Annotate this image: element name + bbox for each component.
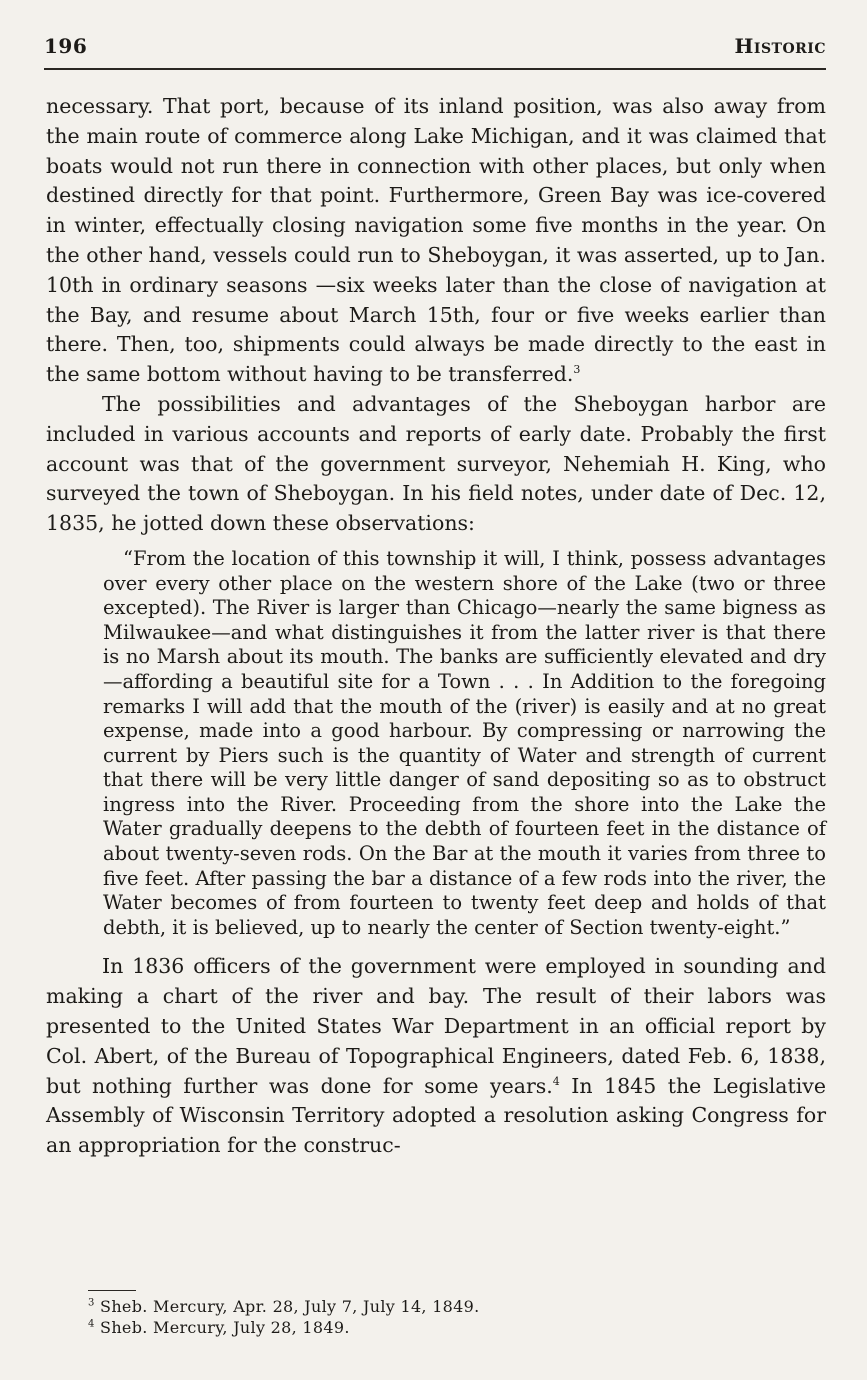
footnote-text: Sheb. Mercury, July 28, 1849. [94,1318,350,1337]
block-quote [103,547,826,941]
block-quote-text: “From the location of this township it will, I think, possess advantages over every other place on the western shore of the Lake (two or three excepted). The River is larger than Chicago—nearly the same bigness as Milwaukee—and what distinguishes it from the latter river is that there is no Marsh about its mouth. The banks are sufficiently elevated and dry—affording a beautiful site for a Town . . . In Addition to the foregoing remarks I will add that the mouth of the (river) is easily and at no great expense, made into a good harbour. By compressing or narrowing the current by Piers such is the quantity of Water and strength of current that there will be very little danger of sand depositing so as to obstruct ingress into the River. Proceeding from the shore into the Lake the Water gradually deepens to the debth of fourteen feet in the distance of about twenty-seven rods. On the Bar at the mouth it varies from three to five feet. After passing the bar a distance of a few rods into the river, the Water becomes of from fourteen to twenty feet deep and holds of that debth, it is believed, up to nearly the center of Section twenty-eight.” [103,546,826,939]
footnote-text: Sheb. Mercury, Apr. 28, July 7, July 14, 1849. [94,1297,480,1316]
paragraph-1 [46,92,826,390]
footnotes [88,1296,788,1338]
footnote-3 [88,1296,788,1317]
footnote-mark: 4 [88,1318,95,1330]
page-header [44,32,826,70]
paragraph-1-text: necessary. That port, because of its inland position, was also away from the main route of commerce along Lake Michigan, and it was claimed that boats would not run there in connection with other places, but only when destined directly for that point. Furthermore, Green Bay was ice-covered in winter, effectually closing navigation some five months in the year. On the other hand, vessels could run to Sheboygan, it was asserted, up to Jan. 10th in ordinary seasons —six weeks later than the close of navigation at the Bay, and resume about March 15th, four or five weeks earlier than there. Then, too, shipments could always be made directly to the east in the same bottom without having to be transferred. [46,94,826,387]
footnote-ref-3: 3 [573,363,581,377]
paragraph-3-text-a: In 1836 officers of the government were employed in sounding and making a chart of the river and bay. The result of their labors was presented to the United States War Department in an official report by Col. Abert, of the Bureau of Topographical Engineers, dated Feb. 6, 1838, but nothing further was done for some years. [46,954,826,1098]
footnote-divider [88,1290,136,1291]
paragraph-2: The possibilities and advantages of the Sheboygan harbor are included in various accounts and reports of early date. Probably the first account was that of the government surveyor, Nehemiah H. King, who surveyed the town of Sheboygan. In his field notes, under date of Dec. 12, 1835, he jotted down these observations: [46,391,826,536]
body-text [46,92,826,1161]
footnote-ref-4: 4 [552,1074,560,1088]
footnote-4 [88,1317,788,1338]
running-head: Historic [734,34,826,58]
page-number: 196 [44,34,88,58]
footnote-mark: 3 [88,1297,95,1309]
paragraph-3 [46,952,826,1161]
paragraph-3-text-b: In 1845 the Legislative Assembly of Wisconsin Territory adopted a resolution asking Congress for an appropriation for the construc- [46,1073,827,1158]
